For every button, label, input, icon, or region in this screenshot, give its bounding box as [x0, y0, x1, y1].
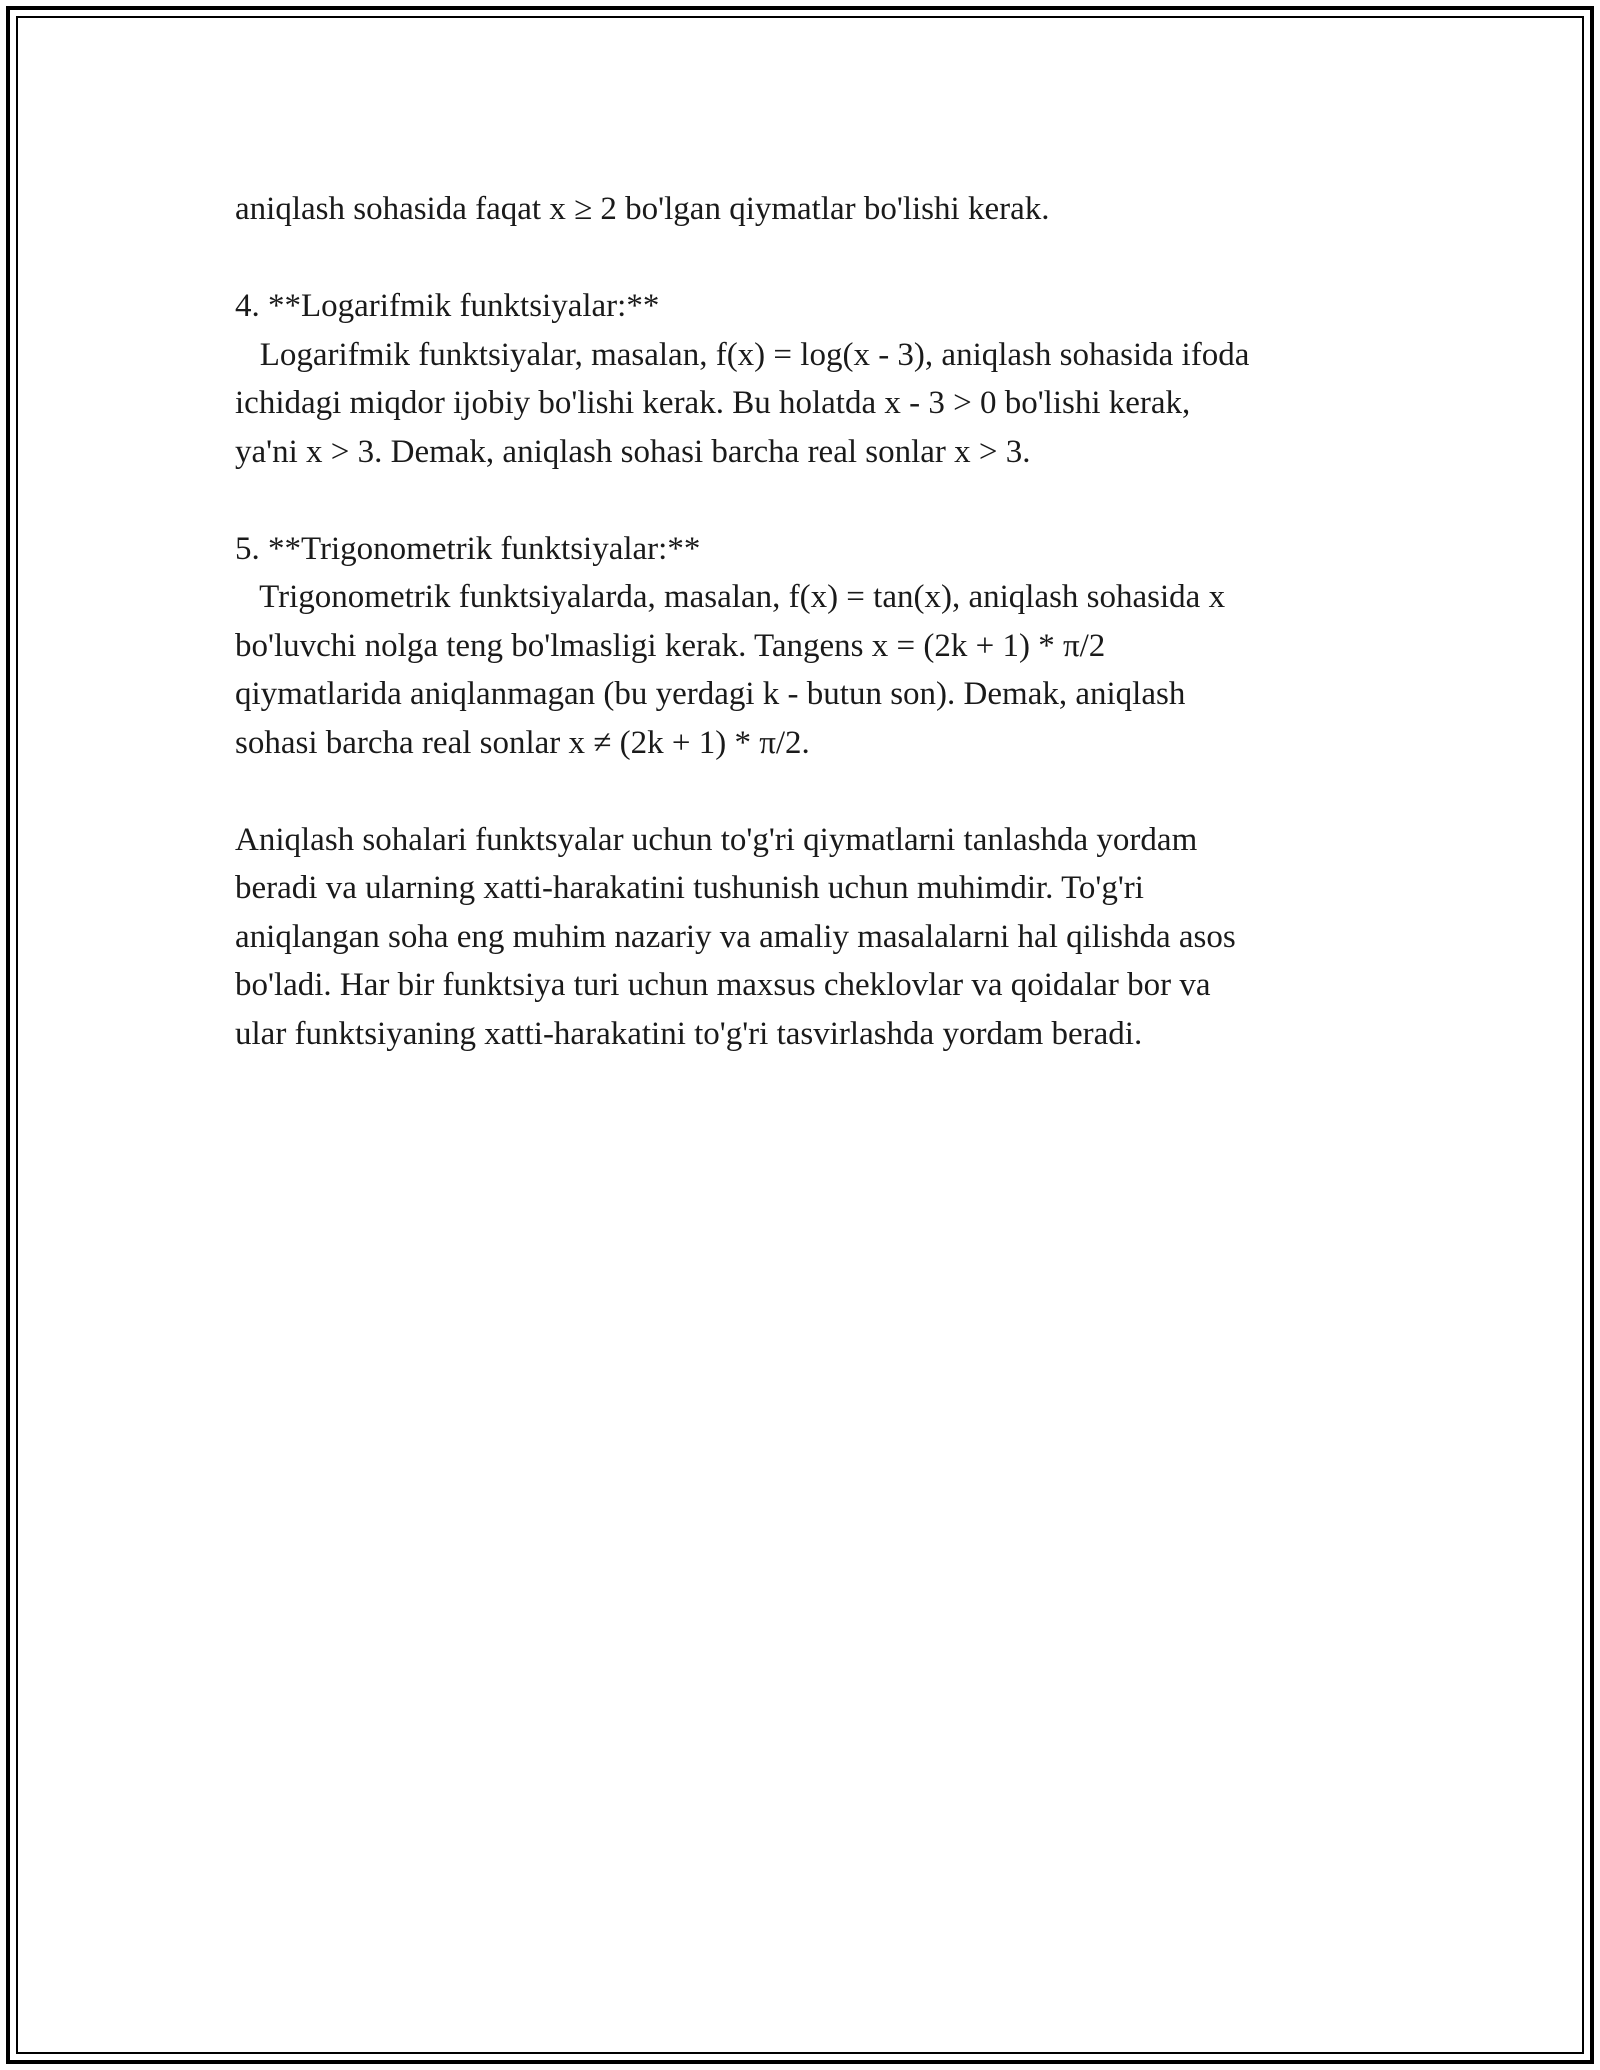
- continuation-paragraph: [235, 185, 1415, 234]
- section-heading: 5. **Trigonometrik funktsiyalar:**: [235, 530, 701, 567]
- section-logarithmic: [235, 282, 1415, 476]
- paragraph-gap: [235, 767, 1415, 816]
- text-line: Trigonometrik funktsiyalarda, masalan, f(x) = tan(x), aniqlash sohasida x: [235, 579, 1226, 615]
- document-body: [235, 185, 1415, 1058]
- text-line: beradi va ularning xatti-harakatini tushunish uchun muhimdir. To'g'ri: [235, 870, 1144, 906]
- text-line: bo'ladi. Har bir funktsiya turi uchun maxsus cheklovlar va qoidalar bor va: [235, 967, 1211, 1003]
- text-line: ya'ni x > 3. Demak, aniqlash sohasi barcha real sonlar x > 3.: [235, 433, 1031, 470]
- text-line: ichidagi miqdor ijobiy bo'lishi kerak. Bu holatda x - 3 > 0 bo'lishi kerak,: [235, 385, 1191, 421]
- text-line: qiymatlarida aniqlanmagan (bu yerdagi k - butun son). Demak, aniqlash: [235, 676, 1186, 712]
- text-line: sohasi barcha real sonlar x ≠ (2k + 1) * π/2.: [235, 724, 810, 761]
- conclusion-paragraph: [235, 816, 1415, 1059]
- section-trigonometric: [235, 525, 1415, 768]
- text-line: Logarifmik funktsiyalar, masalan, f(x) = log(x - 3), aniqlash sohasida ifoda: [235, 336, 1250, 373]
- paragraph-gap: [235, 234, 1415, 283]
- paragraph-gap: [235, 476, 1415, 525]
- text-line: aniqlangan soha eng muhim nazariy va amaliy masalalarni hal qilishda asos: [235, 918, 1236, 955]
- text-line: Aniqlash sohalari funktsyalar uchun to'g'ri qiymatlarni tanlashda yordam: [235, 821, 1198, 858]
- text-line: aniqlash sohasida faqat x ≥ 2 bo'lgan qiymatlar bo'lishi kerak.: [235, 191, 1050, 227]
- text-line: ular funktsiyaning xatti-harakatini to'g'ri tasvirlashda yordam beradi.: [235, 1015, 1143, 1052]
- section-heading: 4. **Logarifmik funktsiyalar:**: [235, 288, 660, 324]
- text-line: bo'luvchi nolga teng bo'lmasligi kerak. Tangens x = (2k + 1) * π/2: [235, 627, 1106, 664]
